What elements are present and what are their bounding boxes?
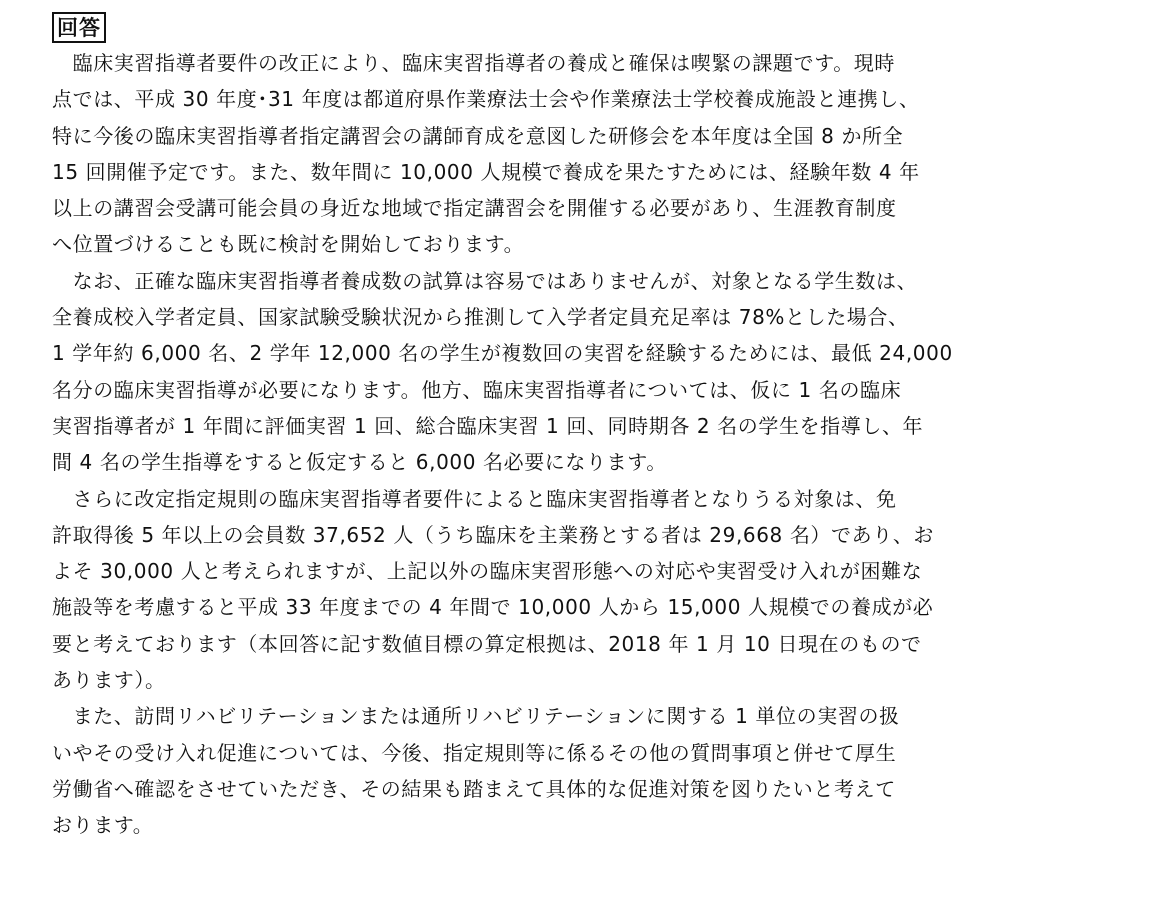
text-line: また、訪問リハビリテーションまたは通所リハビリテーションに関する 1 単位の実習の扱 xyxy=(52,704,900,729)
text-line: 施設等を考慮すると平成 33 年度までの 4 年間で 10,000 人から 15,000 人規模での養成が必 xyxy=(52,595,934,620)
text-line: 要と考えております（本回答に記す数値目標の算定根拠は、2018 年 1 月 10 日現在のもので xyxy=(52,631,922,656)
text-line: 名分の臨床実習指導が必要になります。他方、臨床実習指導者については、仮に 1 名の臨床 xyxy=(52,377,902,402)
text-line: 全養成校入学者定員、国家試験受験状況から推測して入学者定員充足率は 78%とした場合、 xyxy=(52,305,909,330)
text-line: 15 回開催予定です。また、数年間に 10,000 人規模で養成を果たすためには、経験年数 4 年 xyxy=(52,159,920,184)
text-line: 実習指導者が 1 年間に評価実習 1 回、総合臨床実習 1 回、同時期各 2 名の学生を指導し、年 xyxy=(52,413,924,438)
text-line: あります）。 xyxy=(52,668,166,693)
text-line: 1 学年約 6,000 名、2 学年 12,000 名の学生が複数回の実習を経験するためには、最低 24,000 xyxy=(52,341,953,366)
text-line: へ位置づけることも既に検討を開始しております。 xyxy=(52,232,525,257)
text-line: よそ 30,000 人と考えられますが、上記以外の臨床実習形態への対応や実習受け入れが困難な xyxy=(52,559,923,584)
paragraph-4 xyxy=(52,698,1062,843)
text-line: 臨床実習指導者要件の改正により、臨床実習指導者の養成と確保は喫緊の課題です。現時 xyxy=(52,51,895,75)
paragraph-2 xyxy=(52,263,1062,481)
paragraph-3 xyxy=(52,481,1062,699)
document xyxy=(52,12,1062,844)
text-line: 以上の講習会受講可能会員の身近な地域で指定講習会を開催する必要があり、生涯教育制度 xyxy=(52,196,897,221)
text-line: なお、正確な臨床実習指導者養成数の試算は容易ではありませんが、対象となる学生数は、 xyxy=(52,268,918,293)
text-line: 許取得後 5 年以上の会員数 37,652 人（うち臨床を主業務とする者は 29,668 名）であり、お xyxy=(52,522,935,547)
text-line: さらに改定指定規則の臨床実習指導者要件によると臨床実習指導者となりうる対象は、免 xyxy=(52,486,897,511)
text-line: 特に今後の臨床実習指導者指定講習会の講師育成を意図した研修会を本年度は全国 8 か所全 xyxy=(52,123,904,148)
answer-heading: 回答 xyxy=(52,12,106,43)
text-line: いやその受け入れ促進については、今後、指定規則等に係るその他の質問事項と併せて厚生 xyxy=(52,740,897,765)
text-line: 点では、平成 30 年度･31 年度は都道府県作業療法士会や作業療法士学校養成施設と連携し、 xyxy=(52,87,920,112)
paragraph-1 xyxy=(52,45,1062,263)
text-line: 労働省へ確認をさせていただき、その結果も踏まえて具体的な促進対策を図りたいと考えて xyxy=(52,776,896,801)
text-line: 間 4 名の学生指導をすると仮定すると 6,000 名必要になります。 xyxy=(52,450,667,475)
text-line: おります。 xyxy=(52,813,154,838)
